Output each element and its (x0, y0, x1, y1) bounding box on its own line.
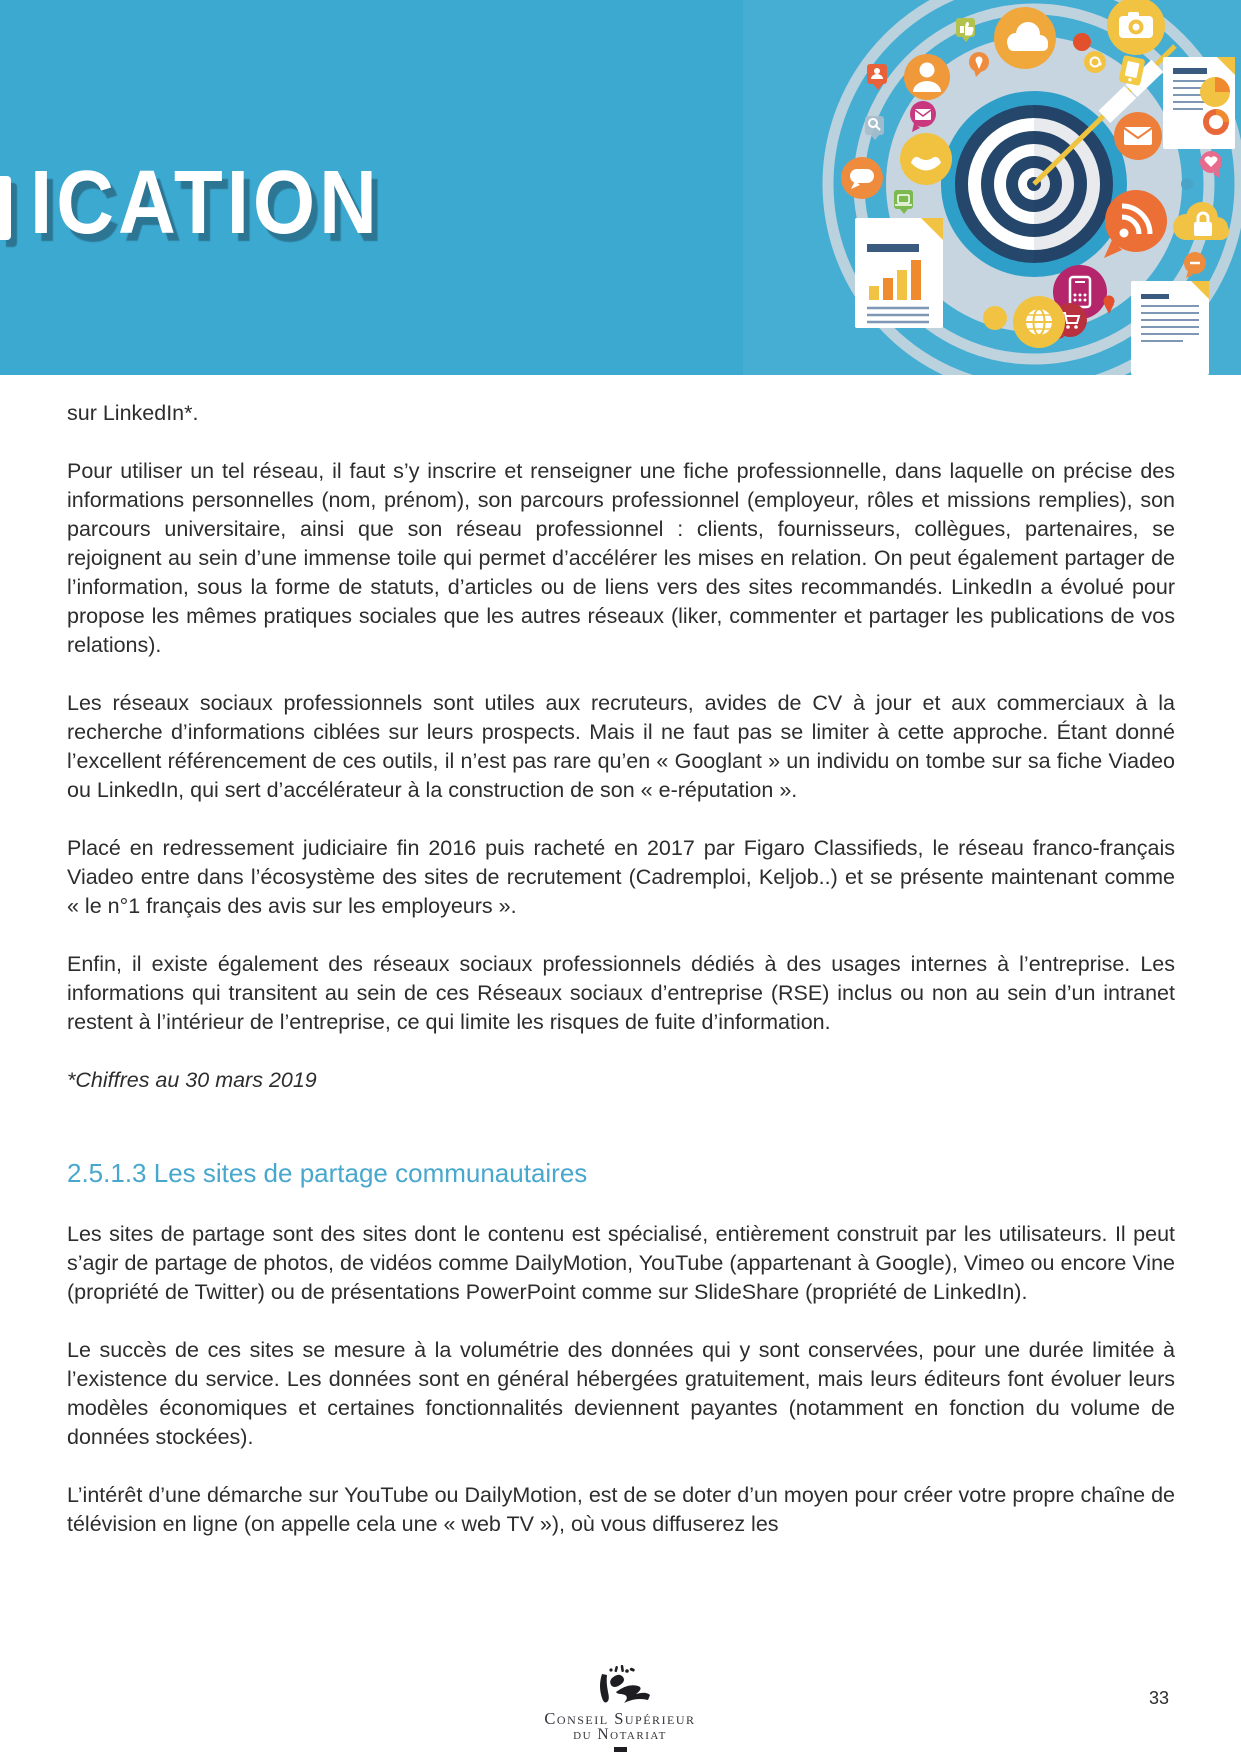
paragraph: Placé en redressement judiciaire fin 2016 puis racheté en 2017 par Figaro Classifieds, le réseau franco-français Viadeo entre dans l’écosystème des sites de recrutement (Cadremploi, Keljob..) et se présente maintenant comme « le n°1 français des avis sur les employeurs ». (67, 836, 1175, 918)
cloud-icon (994, 7, 1056, 69)
blue-dot (1181, 178, 1193, 190)
globe-icon (1013, 296, 1065, 348)
lock-cloud-icon (1173, 202, 1229, 240)
pie-chart-document-icon (1163, 57, 1235, 149)
at-sign-icon (1084, 51, 1106, 73)
camera-icon (1107, 0, 1165, 55)
red-dot (1073, 33, 1091, 51)
mail-icon (1114, 112, 1162, 160)
org-name-line1: Conseil Supérieur (544, 1709, 696, 1728)
target-illustration-svg (743, 0, 1241, 375)
chapter-title: ICATION (30, 152, 381, 253)
bar-chart-document-icon (855, 218, 943, 328)
paragraph: Le succès de ces sites se mesure à la volumétrie des données qui y sont conservées, pour une durée limitée à l’existence du service. Les données sont en général hébergées gratuitement, mais leurs éditeurs font évoluer leurs modèles économiques et certaines fonctionnalités deviennent payantes (notamment en fonction du volume de données stockées). (67, 1338, 1175, 1449)
phone-handset-icon (900, 133, 952, 185)
paragraph: sur LinkedIn*. (67, 401, 199, 425)
user-icon (904, 54, 950, 100)
csn-logo-mark (588, 1664, 652, 1708)
org-name-line2: du Notariat (573, 1726, 667, 1743)
thumbs-up-icon (956, 18, 975, 42)
yellow-dot (983, 306, 1007, 330)
paragraph: Les réseaux sociaux professionnels sont utiles aux recruteurs, avides de CV à jour et aux commerciaux à la recherche d’informations ciblées sur leurs prospects. Mais il ne faut pas se limiter à cette approche. Étant donné l’excellent référencement de ces outils, il n’est pas rare qu’en « Googlant » un individu on tombe sur sa fiche Viadeo ou LinkedIn, qui sert d’accélérateur à la construction de son « e-réputation ». (67, 691, 1175, 802)
chapter-banner (0, 0, 1241, 375)
chat-small-icon (1184, 252, 1206, 278)
logo-square (614, 1747, 627, 1752)
section-heading: 2.5.1.3 Les sites de partage communautaires (67, 1158, 588, 1188)
footnote: *Chiffres au 30 mars 2019 (67, 1068, 317, 1092)
paragraph: Pour utiliser un tel réseau, il faut s’y inscrire et renseigner une fiche professionnelle, dans laquelle on précise des informations personnelles (nom, prénom), son parcours professionnel (employeur, rôles et missions remplies), son parcours universitaire, ainsi que son réseau professionnel : clients, fournisseurs, collègues, partenaires, se rejoignent au sein d’une immense toile qui permet d’accélérer les mises en relation. On peut également partager de l’information, sous la forme de statuts, d’articles ou de liens vers des sites recommandés. LinkedIn a évolué pour propose les mêmes pratiques sociales que les autres réseaux (liker, commenter et partager les publications de vos relations). (67, 459, 1175, 657)
paragraph: Les sites de partage sont des sites dont le contenu est spécialisé, entièrement construit par les utilisateurs. Il peut s’agir de partage de photos, de vidéos comme DailyMotion, YouTube (appartenant à Google), Vimeo ou encore Vine (propriété de Twitter) ou de présentations PowerPoint comme sur SlideShare (propriété de LinkedIn). (67, 1222, 1175, 1304)
page-body-text (67, 399, 1175, 1568)
communication-illustration (743, 0, 1241, 375)
text-document-icon (1131, 281, 1209, 375)
page-number: 33 (1148, 1688, 1169, 1708)
cut-letter-fragment (0, 176, 11, 240)
paragraph: Enfin, il existe également des réseaux sociaux professionnels dédiés à des usages internes à l’entreprise. Les informations qui transitent au sein de ces Réseaux sociaux d’entreprise (RSE) inclus ou non au sein d’un intranet restent à l’intérieur de l’entreprise, ce qui limite les risques de fuite d’information. (67, 952, 1175, 1034)
chat-icon (841, 157, 883, 199)
csn-logo (535, 1664, 705, 1752)
paragraph: L’intérêt d’une démarche sur YouTube ou DailyMotion, est de se doter d’un moyen pour créer votre propre chaîne de télévision en ligne (on appelle cela une « web TV »), où vous diffuserez les (67, 1483, 1175, 1536)
